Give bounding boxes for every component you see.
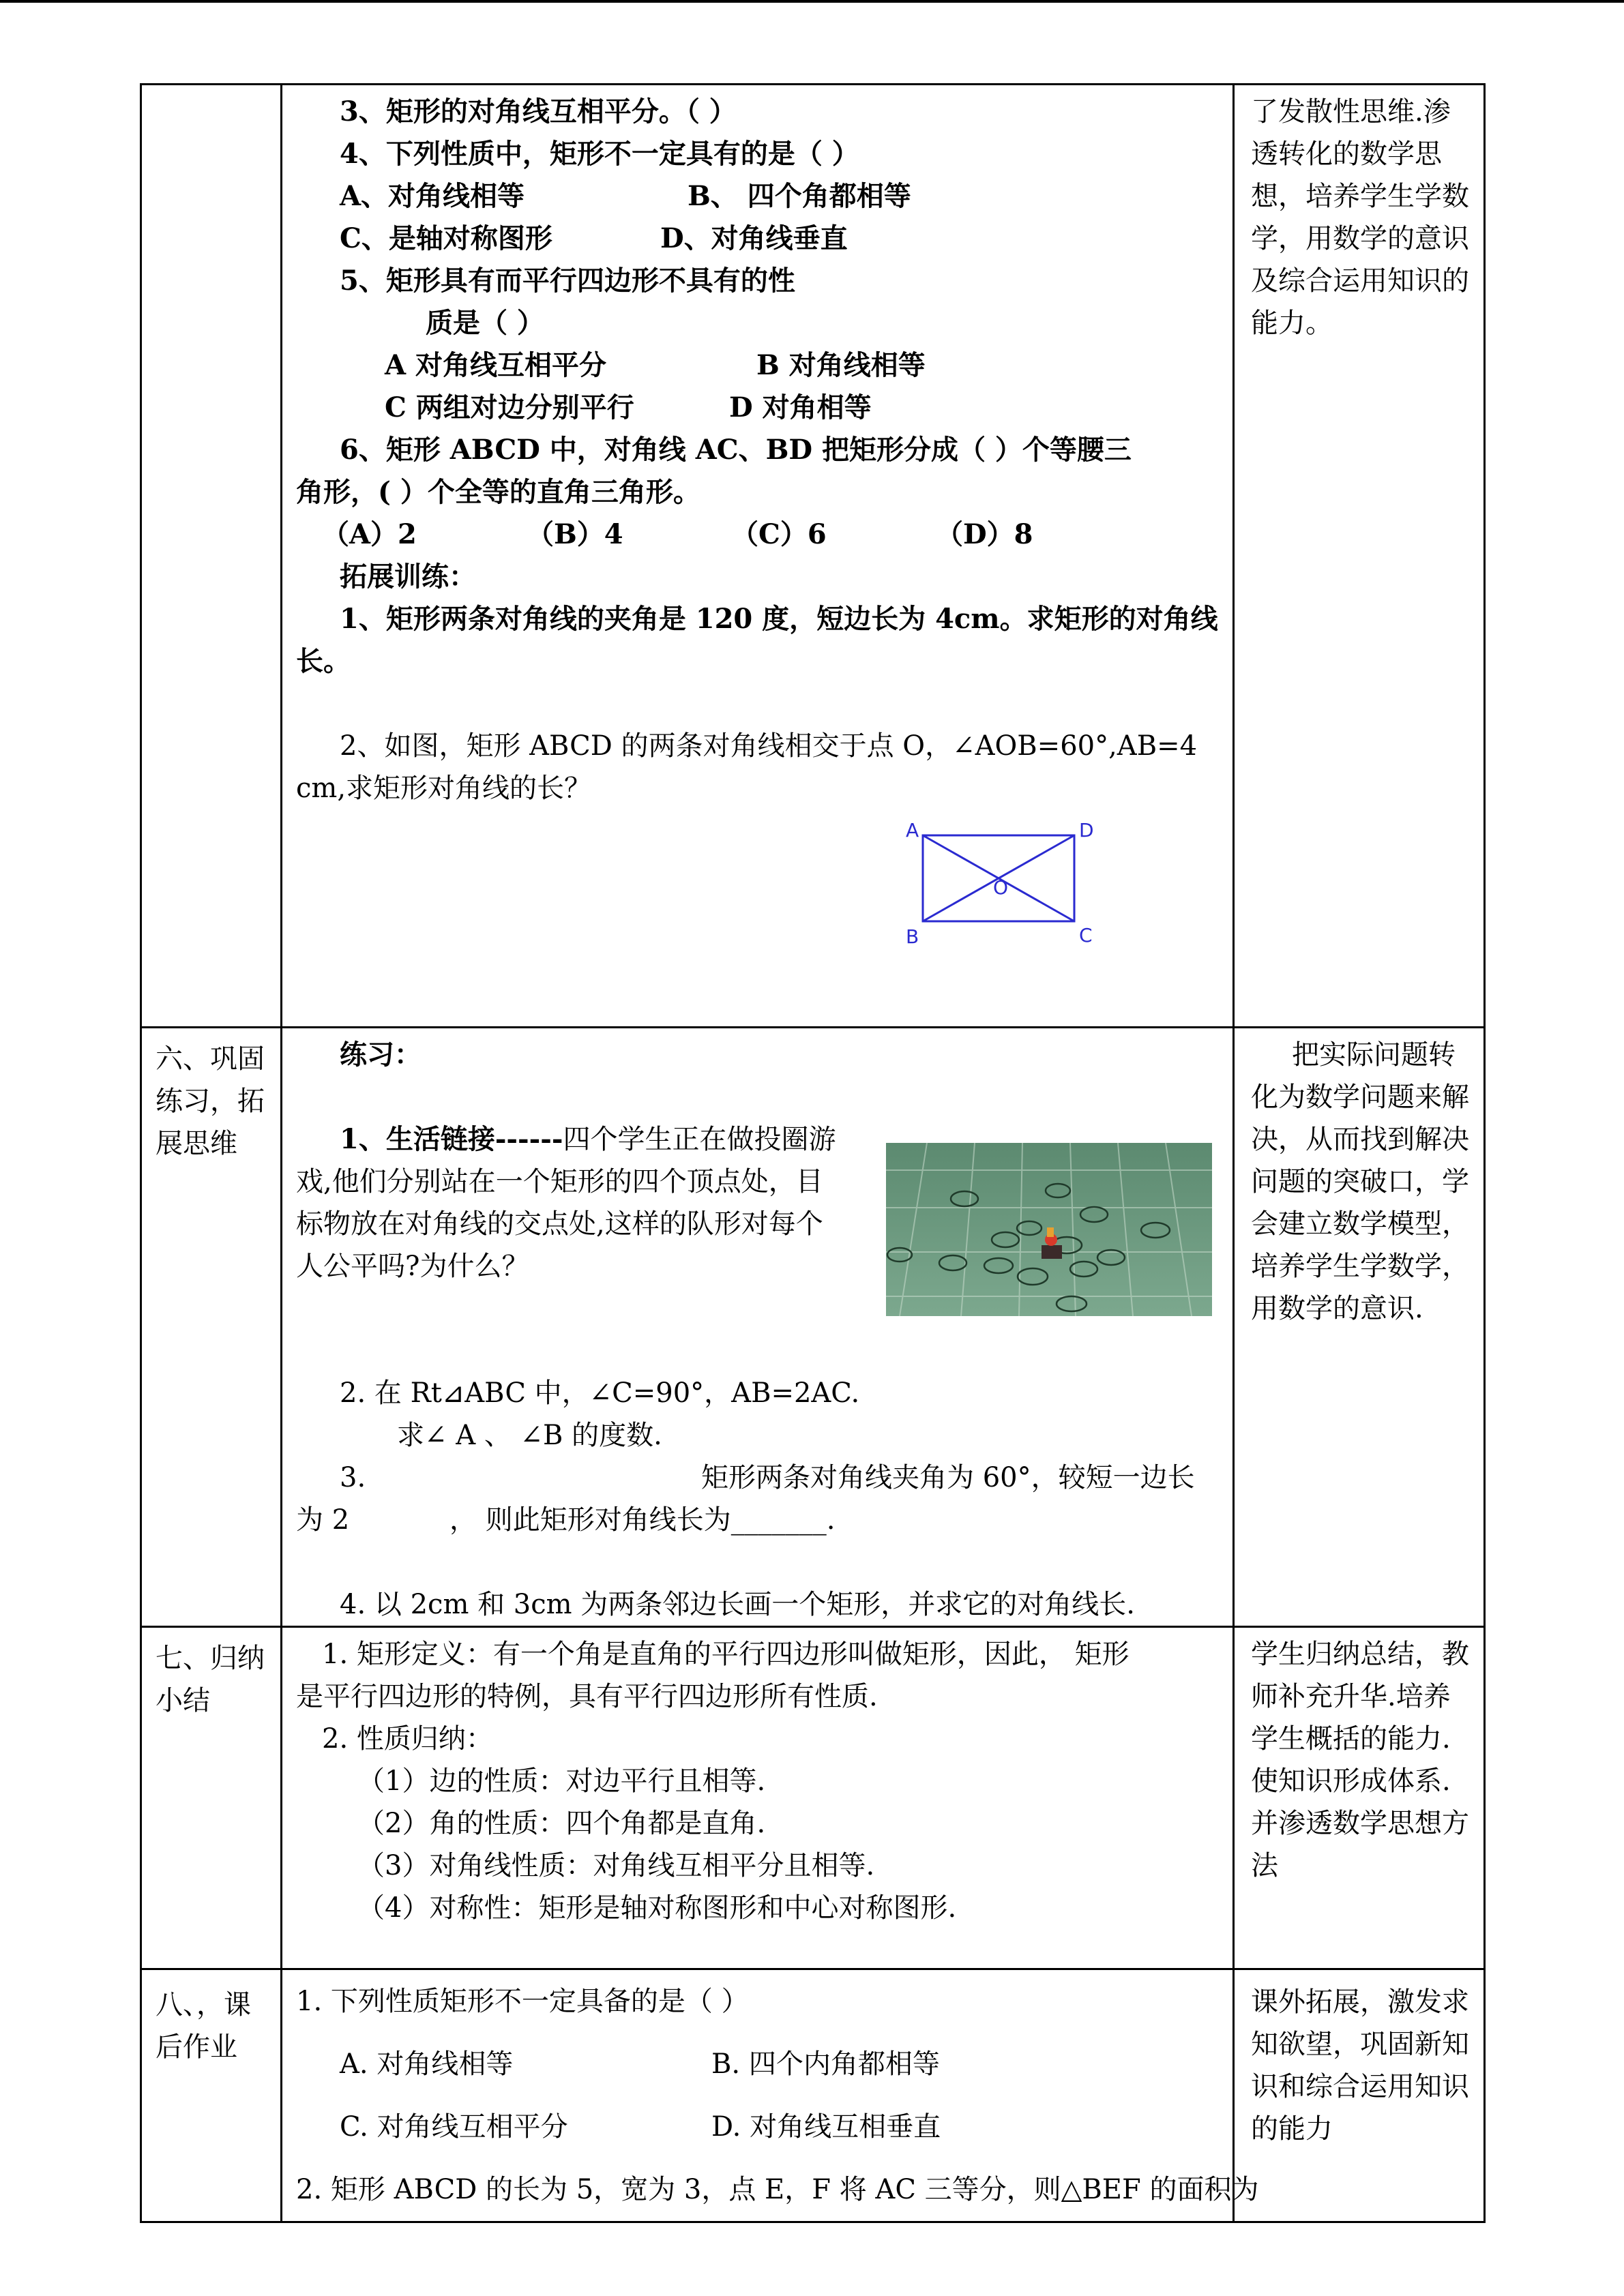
practice-4: 4. 以 2cm 和 3cm 为两条邻边长画一个矩形，并求它的对角线长. (340, 1589, 1136, 1620)
content-cell (282, 1969, 1259, 2222)
option-d: D、对角线垂直 (660, 222, 848, 254)
practice-1-line2: 戏,他们分别站在一个矩形的四个顶点处，目 (296, 1166, 823, 1197)
option-d: D 对角相等 (729, 391, 872, 423)
question-4: 4、下列性质中，矩形不一定具有的是（ ） (340, 138, 859, 170)
homework-2: 2. 矩形 ABCD 的长为 5，宽为 3，点 E，F 将 AC 三等分，则△BEF 的面积为 (296, 2174, 1259, 2205)
option-a: A 对角线互相平分 (385, 349, 606, 381)
summary-item: （1）边的性质：对边平行且相等. (357, 1765, 766, 1797)
stage-label (142, 85, 280, 95)
practice-3-prompt: ， 则此矩形对角线长为 (449, 1504, 731, 1536)
summary-1-line1: 1. 矩形定义：有一个角是直角的平行四边形叫做矩形，因此， 矩形 (322, 1639, 1130, 1670)
ring-toss-photo (886, 1143, 1212, 1316)
center-label-o: O (993, 876, 1009, 899)
summary-1-line2: 是平行四边形的特例，具有平行四边形所有性质. (296, 1681, 878, 1712)
question-4-options-ab (296, 175, 1219, 218)
practice-1-label: 1、生活链接------ (340, 1123, 563, 1155)
summary-item: （3）对角线性质：对角线互相平分且相等. (357, 1850, 875, 1881)
table-row (141, 1627, 1485, 1969)
question-5-options-cd (296, 387, 1219, 429)
extension-2-line1: 2、如图，矩形 ABCD 的两条对角线相交于点 O，∠AOB=60°,AB=4 (340, 730, 1198, 762)
content-cell (282, 1627, 1234, 1969)
homework-1: 1. 下列性质矩形不一定具备的是（ ） (296, 1986, 749, 2017)
table-row (141, 1028, 1485, 1627)
page-top-border (0, 0, 1624, 3)
vertex-label-b: B (906, 925, 919, 948)
stage-cell (141, 1969, 282, 2222)
option-d: （D）8 (936, 518, 1033, 550)
teaching-note: 把实际问题转化为数学问题来解决，从而找到解决问题的突破口，学会建立数学模型，培养学生学数学，用数学的意识. (1251, 1039, 1469, 1324)
option-c: （C）6 (731, 518, 827, 550)
option-b: B、 四个角都相等 (688, 180, 911, 212)
practice-3-line2 (296, 1499, 1219, 1541)
homework-1-options-ab (296, 2033, 1219, 2096)
content-cell (282, 85, 1234, 1028)
stage-cell (141, 1028, 282, 1627)
question-5-line2: 质是（ ） (426, 307, 544, 339)
practice-1-line3: 标物放在对角线的交点处,这样的队形对每个 (296, 1208, 823, 1240)
vertex-label-a: A (906, 819, 919, 841)
teaching-note: 课外拓展，激发求知欲望，巩固新知识和综合运用知识的能力 (1251, 1986, 1469, 2145)
extension-1-line1: 1、矩形两条对角线的夹角是 120 度，短边长为 4cm。求矩形的对角线 (340, 603, 1218, 635)
option-a: A. 对角线相等 (340, 2048, 514, 2080)
extension-1-line2: 长。 (296, 645, 351, 677)
stage-label: 六、巩固练习，拓展思维 (156, 1043, 265, 1159)
option-c: C 两组对边分别平行 (385, 391, 634, 423)
option-c: C、是轴对称图形 (340, 222, 552, 254)
teaching-note: 了发散性思维.渗透转化的数学思想，培养学生学数学，用数学的意识及综合运用知识的能力。 (1251, 96, 1469, 339)
practice-3-number: 3. (340, 1462, 366, 1493)
practice-3-text: 矩形两条对角线夹角为 60°，较短一边长 (701, 1462, 1195, 1493)
summary-item: （2）角的性质：四个角都是直角. (357, 1808, 766, 1839)
table-row (141, 1969, 1485, 2222)
practice-title: 练习： (340, 1039, 422, 1071)
extension-title: 拓展训练： (340, 561, 476, 593)
question-6-line2: 角形，( ）个全等的直角三角形。 (296, 476, 700, 508)
option-b: B 对角线相等 (756, 349, 926, 381)
question-4-options-cd (296, 218, 1219, 260)
practice-3-end: . (826, 1504, 836, 1536)
question-6-options (296, 513, 1219, 556)
practice-1-line4: 人公平吗?为什么？ (296, 1251, 529, 1282)
option-c: C. 对角线互相平分 (340, 2111, 568, 2143)
teaching-note: 学生归纳总结，教师补充升华.培养学生概括的能力. 使知识形成体系.并渗透数学思想方法 (1251, 1639, 1469, 1881)
question-6-line1: 6、矩形 ABCD 中，对角线 AC、BD 把矩形分成（ ）个等腰三 (340, 434, 1132, 466)
stage-label: 八、，课后作业 (156, 1989, 251, 2063)
option-b: B. 四个内角都相等 (711, 2048, 940, 2080)
note-cell (1234, 1627, 1485, 1969)
practice-1-text: 四个学生正在做投圈游 (563, 1124, 836, 1155)
practice-3-value: 为 2 (296, 1504, 350, 1536)
vertex-label-d: D (1079, 819, 1094, 841)
practice-2-line2: 求∠ A 、 ∠B 的度数. (397, 1420, 662, 1451)
answer-blank: _______ (730, 1504, 827, 1536)
option-b: （B）4 (527, 518, 623, 550)
vertex-label-c: C (1079, 924, 1093, 946)
practice-2-line1: 2. 在 Rt⊿ABC 中，∠C=90°，AB=2AC. (340, 1377, 860, 1409)
table-row (141, 85, 1485, 1028)
homework-1-options-cd (296, 2096, 1219, 2158)
practice-3-line1 (296, 1457, 1219, 1499)
option-d: D. 对角线互相垂直 (711, 2111, 941, 2143)
rectangle-diagonals-figure (896, 808, 1114, 958)
extension-2-line2: cm,求矩形对角线的长？ (296, 773, 592, 804)
note-cell (1234, 85, 1485, 1028)
summary-item: （4）对称性：矩形是轴对称图形和中心对称图形. (357, 1892, 957, 1924)
question-5-line1: 5、矩形具有而平行四边形不具有的性 (340, 265, 795, 297)
stage-label: 七、归纳小结 (156, 1643, 265, 1716)
lesson-plan-table (140, 83, 1486, 2223)
option-a: A、对角线相等 (340, 180, 525, 212)
option-a: （A）2 (322, 518, 417, 550)
question-5-options-ab (296, 344, 1219, 387)
question-3: 3、矩形的对角线互相平分。（ ） (340, 95, 737, 128)
stage-cell (141, 1627, 282, 1969)
summary-2: 2. 性质归纳： (322, 1723, 493, 1755)
note-cell (1234, 1969, 1485, 2222)
note-cell (1234, 1028, 1485, 1627)
stage-cell (141, 85, 282, 1028)
content-cell (282, 1028, 1234, 1627)
